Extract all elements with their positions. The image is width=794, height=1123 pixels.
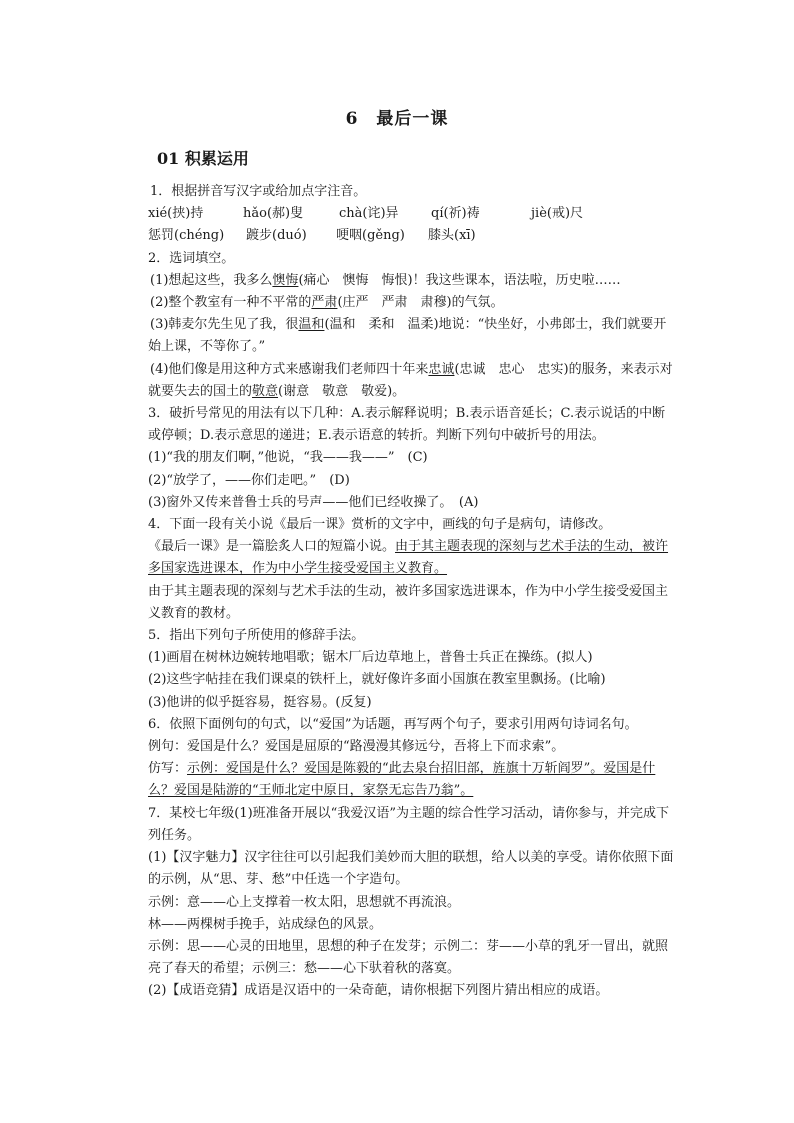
- q4-paragraph: 《最后一课》是一篇脍炙人口的短篇小说。由于其主题表现的深刻与艺术手法的生动，被许多国家选进课本，作为中小学生接受爱国主义教育。: [148, 539, 669, 577]
- underlined-sentence: 由于其主题表现的深刻与艺术手法的生动，被许多国家选进课本，作为中小学生接受爱国主义教育。: [148, 539, 669, 577]
- q2-item-2: (2)整个教室有一种不平常的严肃(庄严 严肃 肃穆)的气氛。: [150, 295, 504, 311]
- q3-stem: 3．破折号常见的用法有以下几种：A.表示解释说明；B.表示语音延长；C.表示说话的中断或停顿；D.表示意思的递进；E.表示语意的转折。判断下列句中破折号的用法。: [148, 406, 666, 444]
- q7-answer: 示例：思——心灵的田地里，思想的种子在发芽；示例二：芽——小草的乳牙一冒出，就照亮了春天的希望；示例三：愁——心下驮着秋的落寞。: [148, 938, 669, 977]
- answer-word: 忠诚: [428, 361, 455, 377]
- q7-stem: 7．某校七年级(1)班准备开展以“我爱汉语”为主题的综合性学习活动，请你参与，并完成下列任务。: [148, 805, 669, 843]
- q2-item-1: (1)想起这些，我多么懊悔(痛心 懊悔 悔恨)！我这些课本，语法啦，历史啦……: [150, 272, 621, 288]
- lesson-number: 6: [345, 109, 359, 129]
- q2-item-4: (4)他们像是用这种方式来感谢我们老师四十年来忠诚(忠诚 忠心 忠实)的服务，来表示对就要失去的国土的敬意(谢意 敬意 敬爱)。: [148, 361, 673, 399]
- q1-item: hǎo(郝)叟: [243, 206, 304, 222]
- exercise-body: [148, 181, 676, 1003]
- q6-imitation: 仿写：示例：爱国是什么？爱国是陈毅的“此去泉台招旧部，旌旗十万斩阎罗”。爱国是什么？爱国是陆游的“王师北定中原日，家祭无忘告乃翁”。: [148, 761, 656, 799]
- section-heading: 01 积累运用: [157, 149, 249, 168]
- q6-example: 例句：爱国是什么？爱国是屈原的“路漫漫其修远兮，吾将上下而求索”。: [148, 739, 565, 755]
- q1-pinyin-row-1: [148, 203, 676, 225]
- q1-stem: 1．根据拼音写汉字或给加点字注音。: [150, 184, 367, 199]
- q3-item-2: (2)“放学了，——你们走吧。” (D): [148, 472, 350, 488]
- q2-stem: 2．选词填空。: [148, 250, 235, 266]
- q5-item-2: (2)这些字帖挂在我们课桌的铁杆上，就好像许多面小国旗在教室里飘扬。(比喻): [148, 672, 606, 688]
- q1-item: qí(祈)祷: [431, 206, 480, 222]
- q6-stem: 6．依照下面例句的句式，以“爱国”为话题，再写两个句子，要求引用两句诗词名句。: [148, 716, 638, 732]
- q7-item-2: (2)【成语竞猜】成语是汉语中的一朵奇葩，请你根据下列图片猜出相应的成语。: [148, 983, 609, 999]
- q1-pinyin-row-2: [148, 225, 676, 247]
- q4-answer: 由于其主题表现的深刻与艺术手法的生动，被许多国家选进课本，作为中小学生接受爱国主义教育的教材。: [148, 583, 669, 621]
- q1-item: 踱步(duó): [246, 228, 307, 244]
- q5-item-1: (1)画眉在树林边婉转地唱歌；锯木厂后边草地上，普鲁士兵正在操练。(拟人): [148, 650, 593, 666]
- answer-word: 温和: [298, 317, 325, 333]
- q2-item-3: (3)韩麦尔先生见了我，很温和(温和 柔和 温柔)地说：“快坐好，小弗郎士，我们就要开始上课，不等你了。”: [148, 317, 667, 355]
- answer-word: 敬意: [252, 383, 279, 399]
- q7-example-2: 林——两棵树手挽手，站成绿色的风景。: [148, 916, 383, 932]
- q1-item: xié(挟)持: [148, 206, 204, 222]
- q1-item: 惩罚(chéng): [148, 228, 225, 244]
- lesson-name: 最后一课: [376, 109, 449, 129]
- lesson-title: [0, 104, 794, 129]
- q4-stem: 4．下面一段有关小说《最后一课》赏析的文字中，画线的句子是病句，请修改。: [148, 517, 612, 533]
- q7-example-1: 示例：意——心上支撑着一枚太阳，思想就不再流浪。: [148, 894, 461, 910]
- q3-item-1: (1)“我的朋友们啊，”他说，“我——我——” (C): [148, 450, 428, 466]
- q5-stem: 5．指出下列句子所使用的修辞手法。: [148, 628, 365, 644]
- answer-word: 严肃: [311, 295, 338, 311]
- q1-item: 哽咽(gěng): [336, 228, 405, 244]
- imitation-answer: 示例：爱国是什么？爱国是陈毅的“此去泉台招旧部，旌旗十万斩阎罗”。爱国是什么？爱国是陆游的“王师北定中原日，家祭无忘告乃翁”。: [148, 761, 656, 799]
- q1-item: 膝头(xī): [428, 228, 476, 244]
- q1-item: jiè(戒)尺: [531, 206, 584, 222]
- q5-item-3: (3)他讲的似乎挺容易，挺容易。(反复): [148, 694, 372, 710]
- answer-word: 懊悔: [272, 272, 299, 288]
- q3-item-3: (3)窗外又传来普鲁士兵的号声——他们已经收操了。 (A): [148, 494, 479, 510]
- q7-item-1: (1)【汉字魅力】汉字往往可以引起我们美妙而大胆的联想，给人以美的享受。请你依照下面的示例，从“思、芽、愁”中任选一个字造句。: [148, 850, 674, 888]
- q1-item: chà(诧)异: [339, 206, 399, 222]
